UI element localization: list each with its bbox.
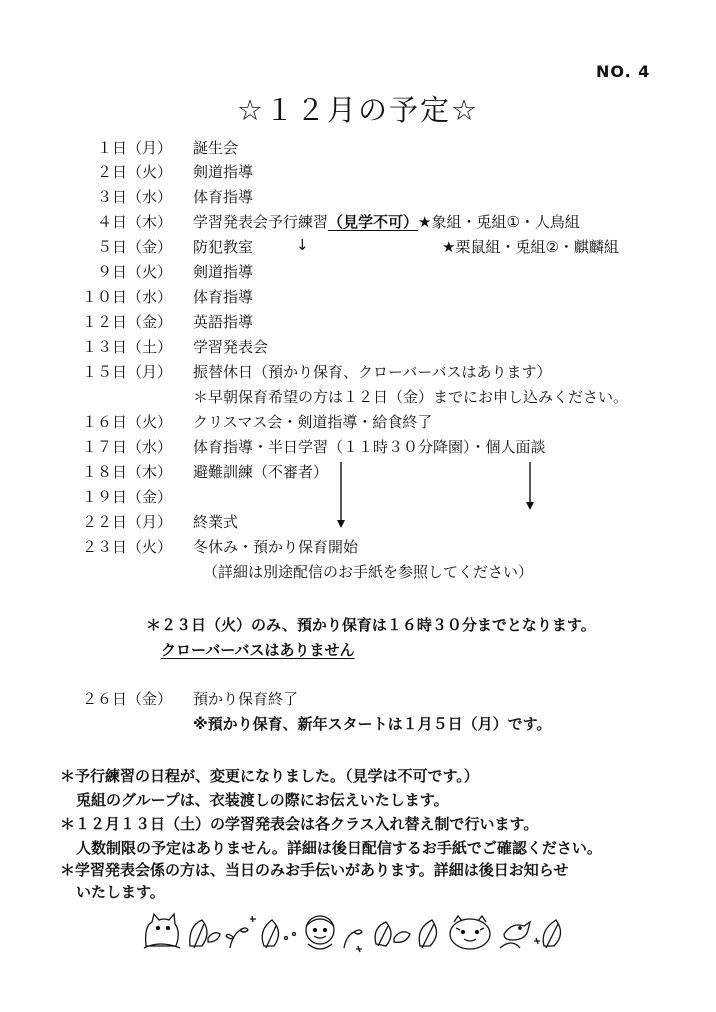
note-line: ＊予行練習の日程が、変更になりました。（見学は不可です。） xyxy=(60,767,479,785)
decorative-border xyxy=(140,908,580,956)
schedule-subnote-text: （詳細は別途配信のお手紙を参照してください） xyxy=(203,563,534,581)
schedule-date: ５日（金） xyxy=(96,238,172,256)
schedule-row xyxy=(0,411,716,433)
schedule-event: 防犯教室 xyxy=(193,238,254,256)
schedule-event: 剣道指導 xyxy=(193,163,254,181)
schedule-event: 剣道指導 xyxy=(193,263,254,281)
note-line: 人数制限の予定はありません。詳細は後日配信するお手紙でご確認ください。 xyxy=(76,839,602,857)
cat-icon xyxy=(144,914,180,948)
schedule-row xyxy=(0,486,716,508)
notice-23-line2: クローバーバスはありません xyxy=(161,641,355,659)
tiger-icon xyxy=(450,916,490,949)
schedule-date: ４日（木） xyxy=(96,213,172,231)
schedule-date: ３日（水） xyxy=(96,188,172,206)
schedule-event: 誕生会 xyxy=(193,139,239,157)
leaf-icon xyxy=(419,920,436,948)
schedule-event xyxy=(193,211,580,232)
schedule-row xyxy=(0,211,716,233)
schedule-date: １０日（水） xyxy=(81,288,172,306)
schedule-row xyxy=(0,436,716,458)
event-text: 学習発表会予行練習 xyxy=(193,213,329,231)
note-line: ＊学習発表会係の方は、当日のみお手伝いがあります。詳細は後日お知らせ xyxy=(60,861,569,879)
schedule-event: 体育指導 xyxy=(193,188,254,206)
schedule-row xyxy=(0,511,716,533)
schedule-event: 終業式 xyxy=(193,513,239,531)
schedule-row xyxy=(0,186,716,208)
page-title: ☆１２月の予定☆ xyxy=(237,93,479,127)
notice-23-line1: ＊２３日（火）のみ、預かり保育は１６時３０分までとなります。 xyxy=(146,616,596,634)
schedule-date: １９日（金） xyxy=(81,488,172,506)
schedule-row xyxy=(0,688,716,710)
schedule-date: １６日（火） xyxy=(81,413,172,431)
schedule-row xyxy=(0,461,716,483)
down-arrow-icon xyxy=(523,462,537,512)
down-arrow-icon xyxy=(334,462,348,530)
schedule-row xyxy=(0,286,716,308)
schedule-row xyxy=(0,361,716,383)
schedule-row xyxy=(0,137,716,159)
schedule-row xyxy=(0,161,716,183)
schedule-row xyxy=(0,336,716,358)
schedule-date: ２２日（月） xyxy=(81,513,172,531)
schedule-row xyxy=(0,261,716,283)
schedule-subnote xyxy=(0,561,716,583)
leaf-icon xyxy=(190,920,220,948)
schedule-date: １日（月） xyxy=(96,139,172,157)
note-line: ＊１２月１３日（土）の学習発表会は各クラス入れ替え制で行います。 xyxy=(60,815,539,833)
schedule-date: ２６日（金） xyxy=(81,690,172,708)
schedule-event: 振替休日（預かり保育、クローバーバスはあります） xyxy=(193,363,552,381)
schedule-event: 学習発表会 xyxy=(193,338,269,356)
sprout-icon xyxy=(226,916,256,948)
schedule-date: １５日（月） xyxy=(81,363,172,381)
schedule-event: 体育指導・半日学習（１１時３０分降園）・個人面談 xyxy=(193,438,546,456)
schedule-date: ９日（火） xyxy=(96,263,172,281)
leaf-icon xyxy=(534,920,561,948)
schedule-event: クリスマス会・剣道指導・給食終了 xyxy=(193,413,433,431)
schedule-date: ２日（火） xyxy=(96,163,172,181)
leaf-icon xyxy=(375,922,410,946)
document-number: NO. 4 xyxy=(596,62,651,81)
schedule-event: 冬休み・預かり保育開始 xyxy=(193,538,359,556)
group-note: ★栗鼠組・兎組②・麒麟組 xyxy=(442,238,619,256)
down-arrow-icon: ↓ xyxy=(296,236,309,254)
schedule-date: １３日（土） xyxy=(81,338,172,356)
new-year-note: ※預かり保育、新年スタートは１月５日（月）です。 xyxy=(193,715,552,733)
schedule-row xyxy=(0,236,716,258)
group-note: ★象組・兎組①・人鳥組 xyxy=(418,213,580,231)
schedule-subnote-text: ＊早朝保育希望の方は１２日（金）までにお申し込みください。 xyxy=(193,388,629,406)
schedule-subnote xyxy=(0,386,716,408)
schedule-event: 預かり保育終了 xyxy=(193,690,299,708)
schedule-row xyxy=(0,536,716,558)
schedule-date: １８日（木） xyxy=(81,463,172,481)
schedule-event: 英語指導 xyxy=(193,313,254,331)
leaf-icon xyxy=(262,920,295,948)
schedule-date: １７日（水） xyxy=(81,438,172,456)
child-face-icon xyxy=(306,916,334,949)
note-line: 兎組のグループは、衣装渡しの際にお伝えいたします。 xyxy=(76,791,449,809)
note-line: いたします。 xyxy=(76,883,165,901)
schedule-date: ２３日（火） xyxy=(81,538,172,556)
no-visit-emphasis: （見学不可） xyxy=(328,213,419,231)
schedule-row xyxy=(0,311,716,333)
schedule-event: 避難訓練（不審者） xyxy=(193,463,329,481)
bird-icon xyxy=(500,922,530,948)
schedule-date: １２日（金） xyxy=(81,313,172,331)
schedule-event: 体育指導 xyxy=(193,288,254,306)
sprout-icon xyxy=(344,930,362,952)
